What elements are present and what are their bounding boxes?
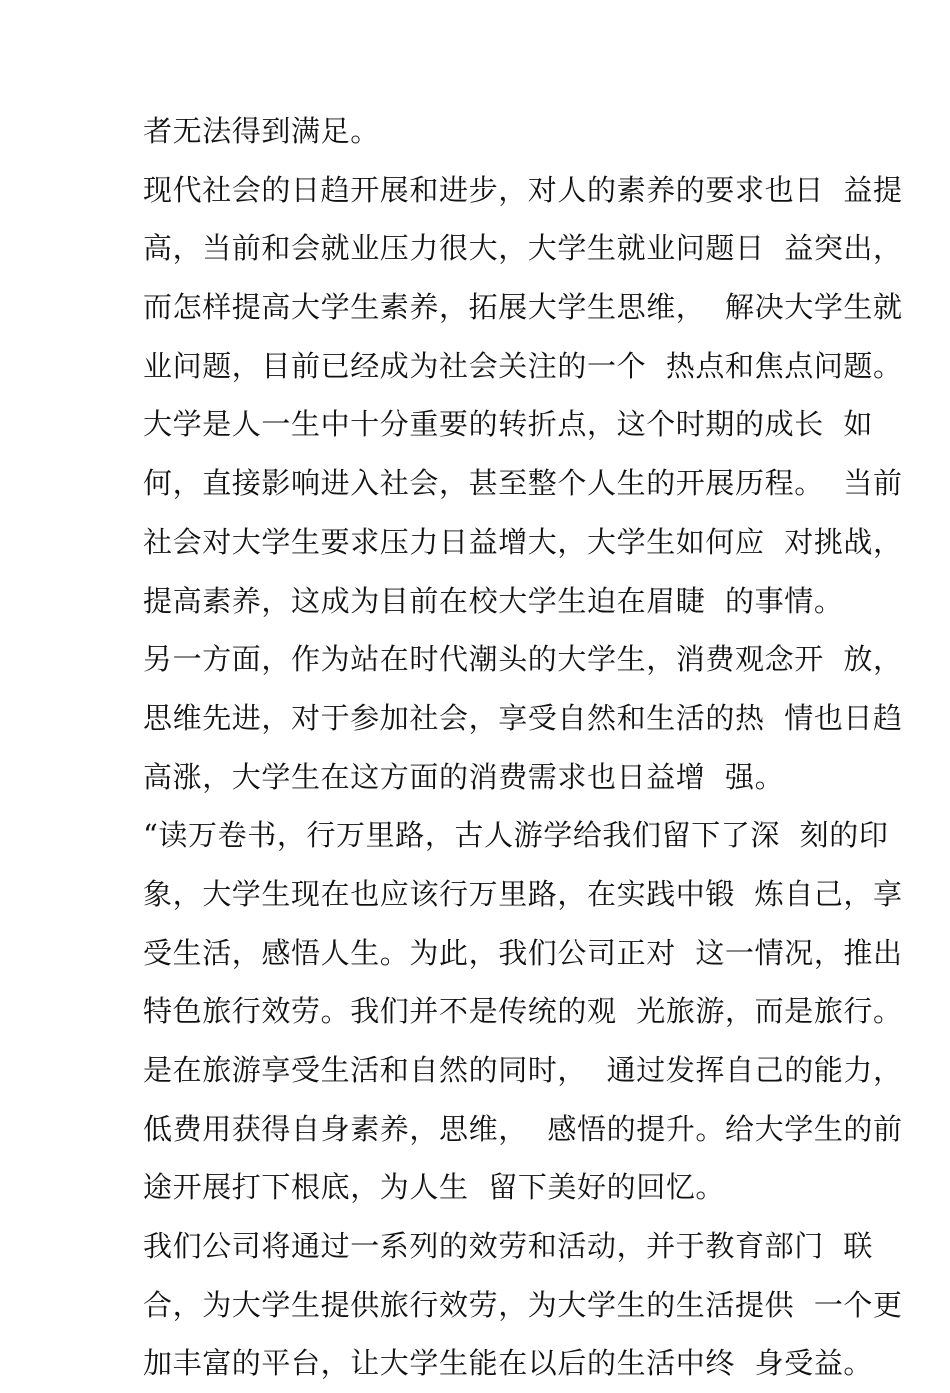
text-line: 我们公司将通过一系列的效劳和活动，并于教育部门 联 xyxy=(143,1229,874,1264)
text-line: 特色旅行效劳。我们并不是传统的观 光旅游，而是旅行。 xyxy=(143,994,903,1029)
text-line: 高，当前和会就业压力很大，大学生就业问题日 益突出， xyxy=(143,231,903,266)
text-line: 象，大学生现在也应该行万里路，在实践中锻 炼自己，享 xyxy=(143,876,903,911)
text-line: 业问题，目前已经成为社会关注的一个 热点和焦点问题。 xyxy=(143,348,903,383)
text-line: 加丰富的平台，让大学生能在以后的生活中终 身受益。 xyxy=(143,1346,874,1381)
text-line: 者无法得到满足。 xyxy=(143,114,380,148)
text-line: “读万卷书，行万里路，古人游学给我们留下了深 刻的印 xyxy=(143,818,889,853)
text-line: 大学是人一生中十分重要的转折点，这个时期的成长 如 xyxy=(143,407,874,442)
text-line: 另一方面，作为站在时代潮头的大学生，消费观念开 放， xyxy=(143,642,903,677)
text-line: 低费用获得自身素养，思维， 感悟的提升。给大学生的前 xyxy=(143,1111,903,1146)
text-line: 而怎样提高大学生素养，拓展大学生思维， 解决大学生就 xyxy=(143,290,903,325)
text-line: 是在旅游享受生活和自然的同时， 通过发挥自己的能力， xyxy=(143,1053,903,1087)
text-line: 提高素养，这成为目前在校大学生迫在眉睫 的事情。 xyxy=(143,583,844,618)
text-line: 受生活，感悟人生。为此，我们公司正对 这一情况，推出 xyxy=(143,935,903,970)
text-line: 合，为大学生提供旅行效劳，为大学生的生活提供 一个更 xyxy=(143,1287,903,1322)
text-line: 途开展打下根底，为人生 留下美好的回忆。 xyxy=(143,1170,726,1205)
document-body-text xyxy=(143,102,903,1393)
text-line: 现代社会的日趋开展和进步，对人的素养的要求也日 益提 xyxy=(143,172,903,207)
text-line: 何，直接影响进入社会，甚至整个人生的开展历程。 当前 xyxy=(143,466,903,501)
text-line: 社会对大学生要求压力日益增大，大学生如何应 对挑战， xyxy=(143,524,903,559)
text-line: 思维先进，对于参加社会，享受自然和生活的热 情也日趋 xyxy=(143,700,903,735)
text-line: 高涨，大学生在这方面的消费需求也日益增 强。 xyxy=(143,759,785,794)
